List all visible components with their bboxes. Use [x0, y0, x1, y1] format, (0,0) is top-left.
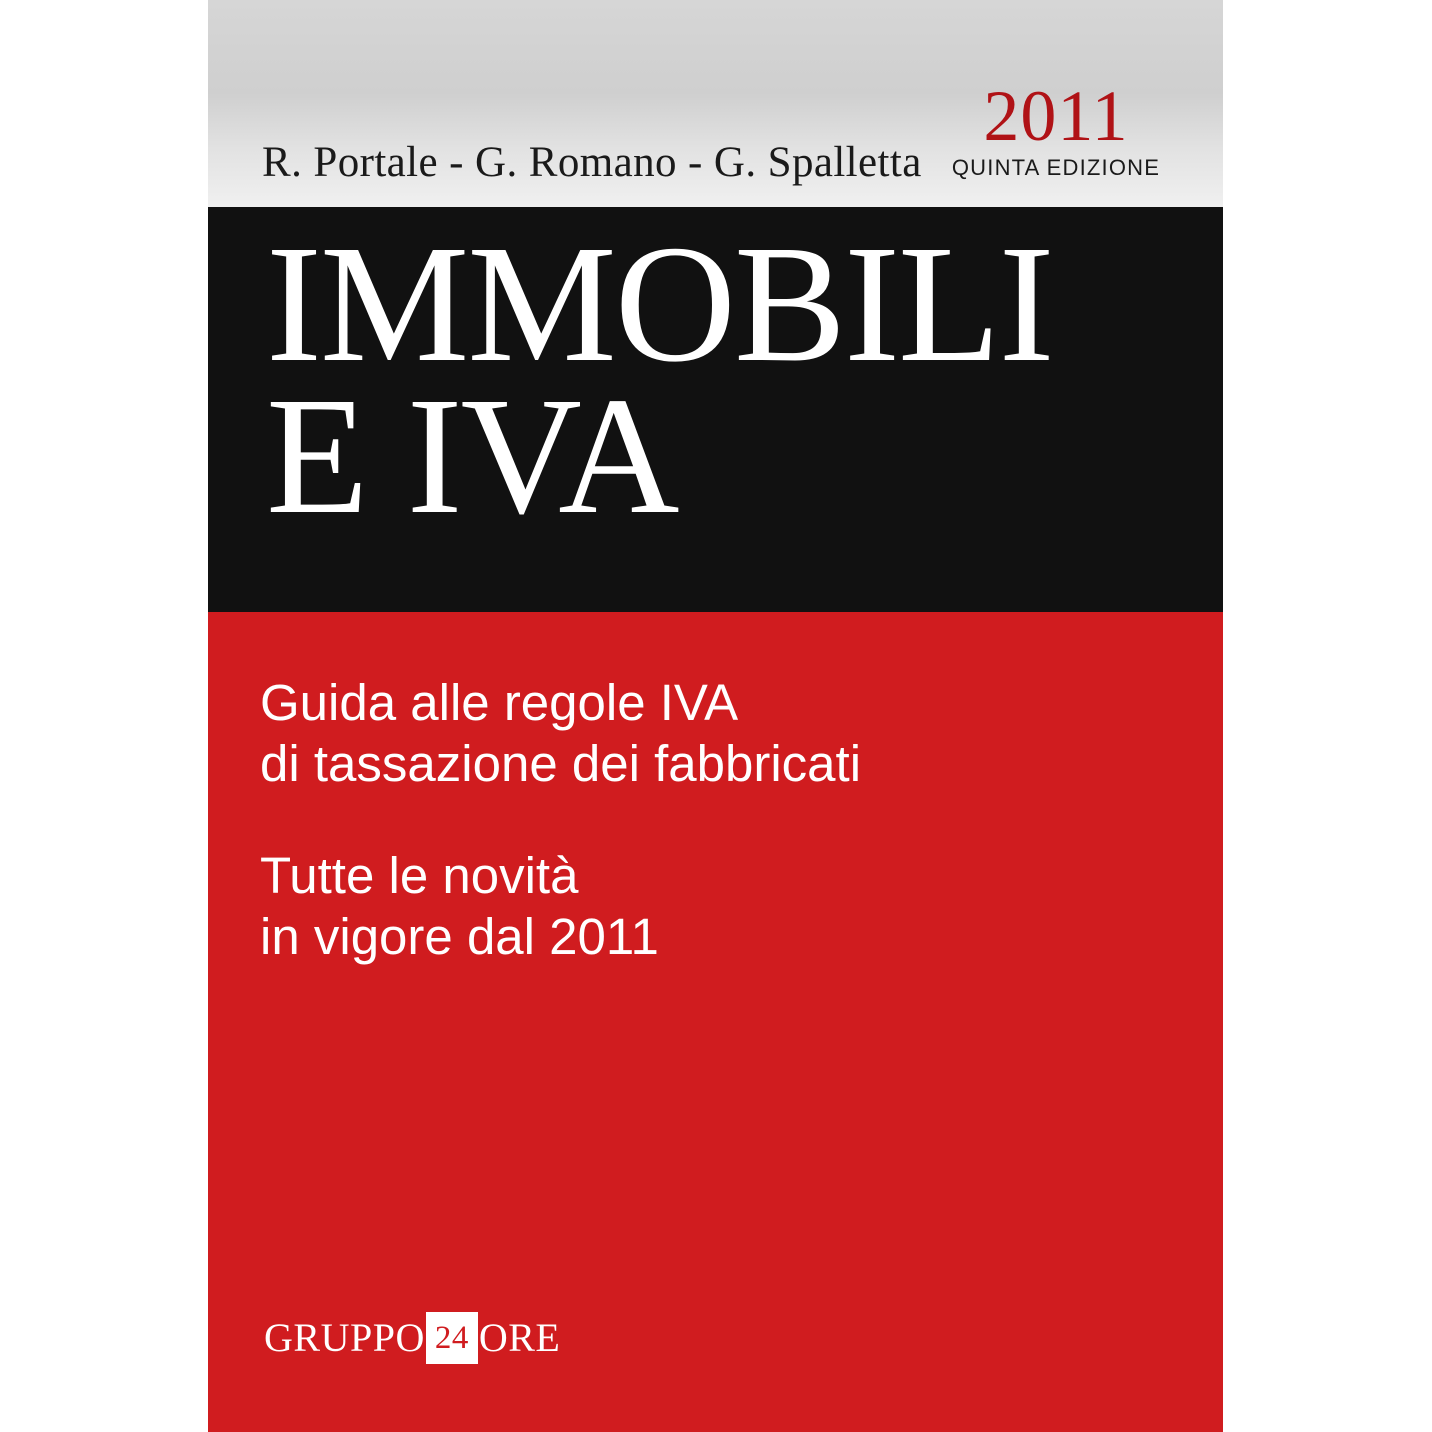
edition-year: 2011 — [983, 76, 1129, 156]
subtitle-primary-line-1: Guida alle regole IVA — [260, 674, 739, 731]
publisher-badge-24: 24 — [426, 1312, 478, 1364]
subtitle-secondary-line-1: Tutte le novità — [260, 847, 579, 904]
cover-title-band — [208, 207, 1223, 612]
cover-header-band — [208, 0, 1223, 207]
subtitle-secondary-line-2: in vigore dal 2011 — [260, 908, 659, 965]
book-title-line-1: IMMOBILI — [266, 211, 1053, 397]
edition-block — [941, 76, 1171, 181]
publisher-logo — [264, 1312, 560, 1364]
subtitle-primary — [260, 672, 861, 794]
subtitle-secondary — [260, 845, 659, 967]
subtitle-primary-line-2: di tassazione dei fabbricati — [260, 735, 862, 792]
book-cover — [208, 0, 1223, 1432]
authors-line: R. Portale - G. Romano - G. Spalletta — [262, 139, 922, 186]
publisher-name-suffix: ORE — [478, 1315, 561, 1360]
edition-label: QUINTA EDIZIONE — [951, 155, 1161, 180]
publisher-name-prefix: GRUPPO — [264, 1315, 425, 1360]
book-title-line-2: E IVA — [266, 363, 678, 549]
